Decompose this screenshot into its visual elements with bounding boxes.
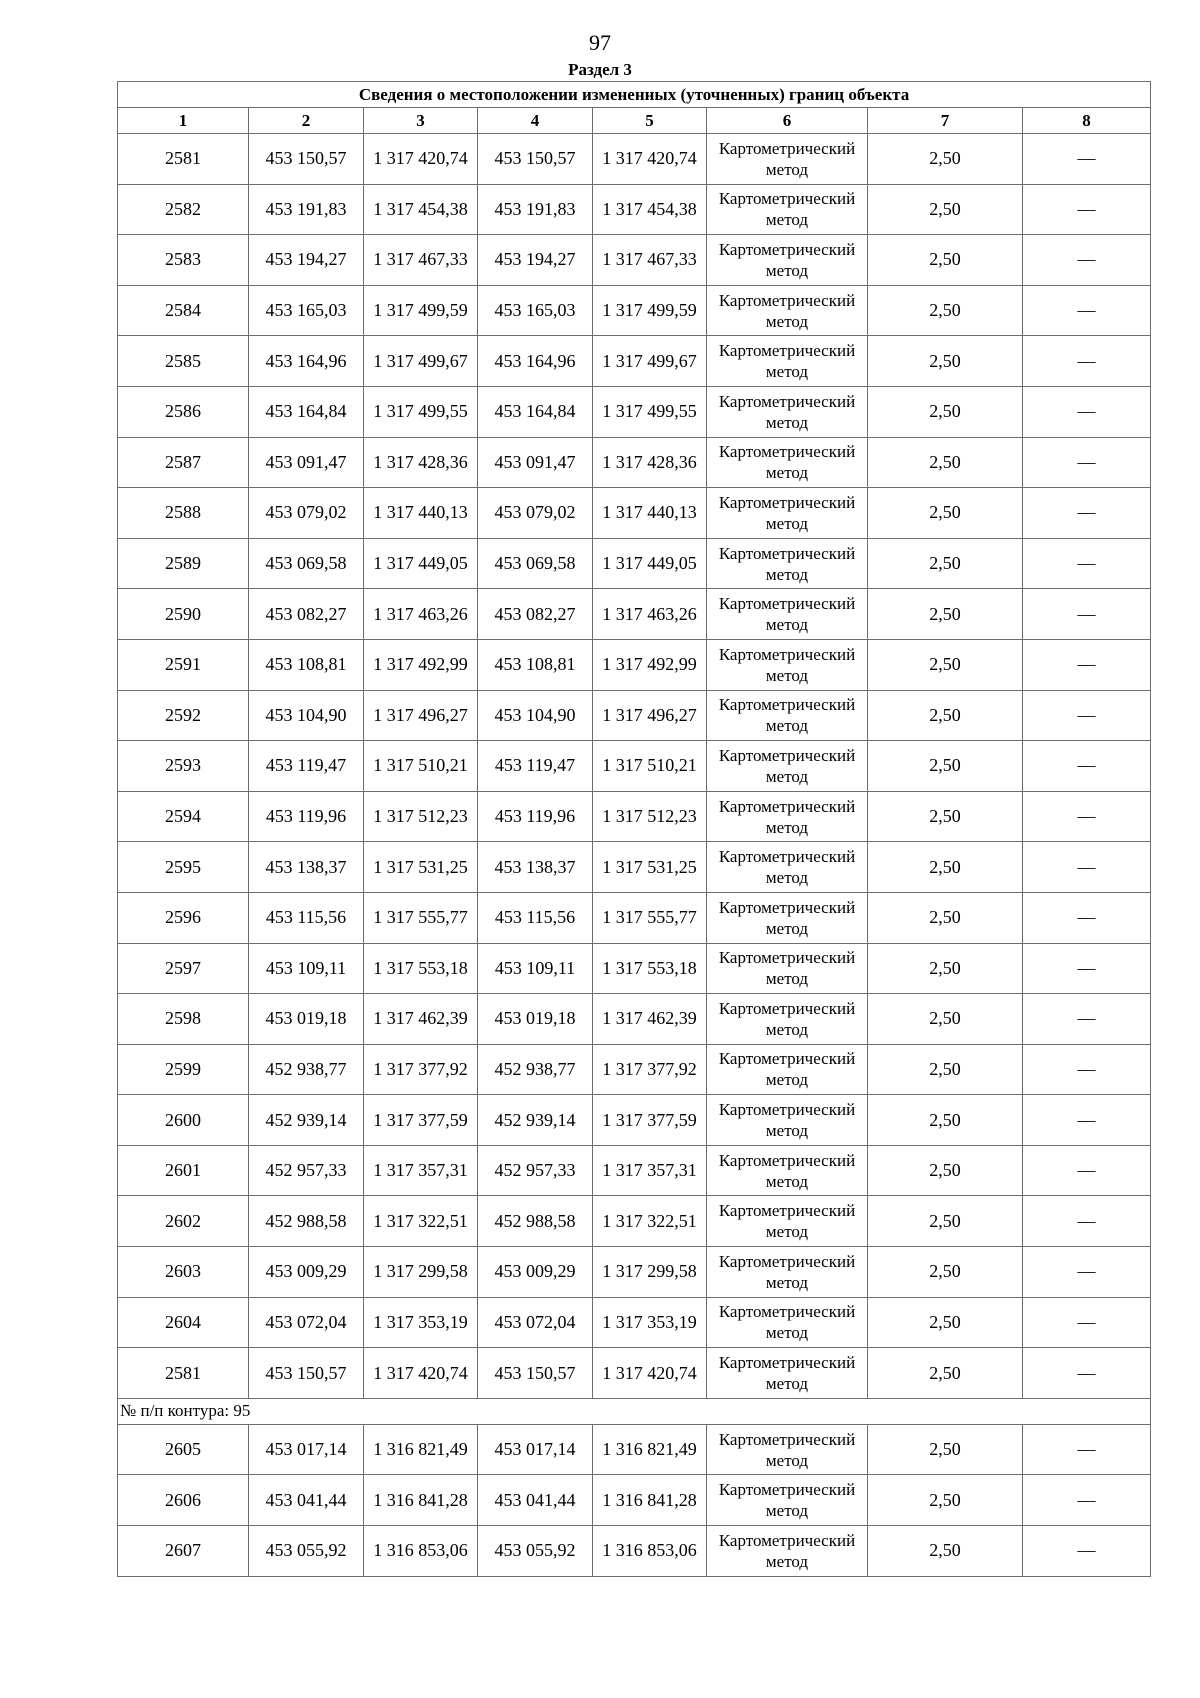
y-new-cell: 1 317 531,25 bbox=[593, 842, 707, 893]
column-number: 8 bbox=[1023, 108, 1151, 134]
x-new-cell: 453 072,04 bbox=[478, 1297, 593, 1348]
x-new-cell: 453 165,03 bbox=[478, 285, 593, 336]
x-new-cell: 453 150,57 bbox=[478, 134, 593, 185]
table-row bbox=[118, 842, 1151, 893]
point-number-cell: 2595 bbox=[118, 842, 249, 893]
description-cell: — bbox=[1023, 134, 1151, 185]
method-cell: Картометрический метод bbox=[707, 1424, 868, 1475]
method-cell: Картометрический метод bbox=[707, 1348, 868, 1399]
column-number-row bbox=[118, 108, 1151, 134]
accuracy-cell: 2,50 bbox=[868, 690, 1023, 741]
x-old-cell: 453 164,84 bbox=[249, 386, 364, 437]
accuracy-cell: 2,50 bbox=[868, 1348, 1023, 1399]
column-number: 6 bbox=[707, 108, 868, 134]
table-row bbox=[118, 589, 1151, 640]
y-new-cell: 1 317 449,05 bbox=[593, 538, 707, 589]
x-old-cell: 453 017,14 bbox=[249, 1424, 364, 1475]
x-old-cell: 453 009,29 bbox=[249, 1247, 364, 1298]
table-row bbox=[118, 1044, 1151, 1095]
x-old-cell: 453 104,90 bbox=[249, 690, 364, 741]
x-new-cell: 453 138,37 bbox=[478, 842, 593, 893]
x-new-cell: 453 108,81 bbox=[478, 639, 593, 690]
point-number-cell: 2582 bbox=[118, 184, 249, 235]
table-row bbox=[118, 285, 1151, 336]
column-number: 2 bbox=[249, 108, 364, 134]
description-cell: — bbox=[1023, 1348, 1151, 1399]
point-number-cell: 2605 bbox=[118, 1424, 249, 1475]
table-row bbox=[118, 488, 1151, 539]
accuracy-cell: 2,50 bbox=[868, 943, 1023, 994]
y-new-cell: 1 317 496,27 bbox=[593, 690, 707, 741]
point-number-cell: 2600 bbox=[118, 1095, 249, 1146]
method-cell: Картометрический метод bbox=[707, 1145, 868, 1196]
x-old-cell: 453 164,96 bbox=[249, 336, 364, 387]
y-new-cell: 1 317 440,13 bbox=[593, 488, 707, 539]
contour-label: № п/п контура: 95 bbox=[118, 1398, 1151, 1424]
y-new-cell: 1 317 499,59 bbox=[593, 285, 707, 336]
point-number-cell: 2586 bbox=[118, 386, 249, 437]
y-new-cell: 1 316 841,28 bbox=[593, 1475, 707, 1526]
y-new-cell: 1 317 428,36 bbox=[593, 437, 707, 488]
table-row bbox=[118, 690, 1151, 741]
y-new-cell: 1 317 492,99 bbox=[593, 639, 707, 690]
x-old-cell: 453 055,92 bbox=[249, 1526, 364, 1577]
table-row bbox=[118, 1196, 1151, 1247]
accuracy-cell: 2,50 bbox=[868, 1247, 1023, 1298]
x-old-cell: 453 150,57 bbox=[249, 134, 364, 185]
point-number-cell: 2602 bbox=[118, 1196, 249, 1247]
description-cell: — bbox=[1023, 1297, 1151, 1348]
method-cell: Картометрический метод bbox=[707, 386, 868, 437]
y-old-cell: 1 316 841,28 bbox=[364, 1475, 478, 1526]
y-old-cell: 1 317 357,31 bbox=[364, 1145, 478, 1196]
y-old-cell: 1 317 462,39 bbox=[364, 994, 478, 1045]
accuracy-cell: 2,50 bbox=[868, 791, 1023, 842]
y-new-cell: 1 317 454,38 bbox=[593, 184, 707, 235]
accuracy-cell: 2,50 bbox=[868, 842, 1023, 893]
x-new-cell: 453 019,18 bbox=[478, 994, 593, 1045]
method-cell: Картометрический метод bbox=[707, 184, 868, 235]
x-old-cell: 453 082,27 bbox=[249, 589, 364, 640]
point-number-cell: 2598 bbox=[118, 994, 249, 1045]
accuracy-cell: 2,50 bbox=[868, 1424, 1023, 1475]
x-new-cell: 453 082,27 bbox=[478, 589, 593, 640]
point-number-cell: 2603 bbox=[118, 1247, 249, 1298]
y-old-cell: 1 317 420,74 bbox=[364, 1348, 478, 1399]
x-old-cell: 453 194,27 bbox=[249, 235, 364, 286]
contour-row bbox=[118, 1398, 1151, 1424]
y-old-cell: 1 317 531,25 bbox=[364, 842, 478, 893]
y-old-cell: 1 316 853,06 bbox=[364, 1526, 478, 1577]
table-row bbox=[118, 1095, 1151, 1146]
table-row bbox=[118, 235, 1151, 286]
point-number-cell: 2585 bbox=[118, 336, 249, 387]
x-new-cell: 453 150,57 bbox=[478, 1348, 593, 1399]
table-row bbox=[118, 741, 1151, 792]
accuracy-cell: 2,50 bbox=[868, 994, 1023, 1045]
method-cell: Картометрический метод bbox=[707, 538, 868, 589]
y-new-cell: 1 317 512,23 bbox=[593, 791, 707, 842]
x-new-cell: 453 017,14 bbox=[478, 1424, 593, 1475]
table-row bbox=[118, 1247, 1151, 1298]
x-old-cell: 452 938,77 bbox=[249, 1044, 364, 1095]
point-number-cell: 2601 bbox=[118, 1145, 249, 1196]
method-cell: Картометрический метод bbox=[707, 235, 868, 286]
description-cell: — bbox=[1023, 639, 1151, 690]
y-new-cell: 1 317 377,92 bbox=[593, 1044, 707, 1095]
point-number-cell: 2581 bbox=[118, 134, 249, 185]
point-number-cell: 2583 bbox=[118, 235, 249, 286]
x-old-cell: 453 119,47 bbox=[249, 741, 364, 792]
point-number-cell: 2589 bbox=[118, 538, 249, 589]
y-old-cell: 1 317 322,51 bbox=[364, 1196, 478, 1247]
method-cell: Картометрический метод bbox=[707, 1044, 868, 1095]
table-row bbox=[118, 1526, 1151, 1577]
description-cell: — bbox=[1023, 437, 1151, 488]
point-number-cell: 2590 bbox=[118, 589, 249, 640]
x-new-cell: 453 069,58 bbox=[478, 538, 593, 589]
description-cell: — bbox=[1023, 336, 1151, 387]
description-cell: — bbox=[1023, 690, 1151, 741]
x-old-cell: 453 138,37 bbox=[249, 842, 364, 893]
description-cell: — bbox=[1023, 994, 1151, 1045]
point-number-cell: 2587 bbox=[118, 437, 249, 488]
accuracy-cell: 2,50 bbox=[868, 741, 1023, 792]
description-cell: — bbox=[1023, 386, 1151, 437]
method-cell: Картометрический метод bbox=[707, 741, 868, 792]
y-old-cell: 1 317 454,38 bbox=[364, 184, 478, 235]
x-new-cell: 453 009,29 bbox=[478, 1247, 593, 1298]
x-new-cell: 453 164,84 bbox=[478, 386, 593, 437]
table-caption: Сведения о местоположении измененных (уточненных) границ объекта bbox=[118, 82, 1151, 108]
x-old-cell: 453 109,11 bbox=[249, 943, 364, 994]
accuracy-cell: 2,50 bbox=[868, 235, 1023, 286]
method-cell: Картометрический метод bbox=[707, 1297, 868, 1348]
x-old-cell: 453 072,04 bbox=[249, 1297, 364, 1348]
y-old-cell: 1 317 492,99 bbox=[364, 639, 478, 690]
y-old-cell: 1 317 555,77 bbox=[364, 892, 478, 943]
point-number-cell: 2593 bbox=[118, 741, 249, 792]
description-cell: — bbox=[1023, 791, 1151, 842]
y-old-cell: 1 317 499,55 bbox=[364, 386, 478, 437]
accuracy-cell: 2,50 bbox=[868, 1297, 1023, 1348]
y-old-cell: 1 317 377,92 bbox=[364, 1044, 478, 1095]
table-row bbox=[118, 892, 1151, 943]
method-cell: Картометрический метод bbox=[707, 791, 868, 842]
x-new-cell: 453 041,44 bbox=[478, 1475, 593, 1526]
point-number-cell: 2606 bbox=[118, 1475, 249, 1526]
description-cell: — bbox=[1023, 235, 1151, 286]
y-new-cell: 1 317 299,58 bbox=[593, 1247, 707, 1298]
accuracy-cell: 2,50 bbox=[868, 538, 1023, 589]
accuracy-cell: 2,50 bbox=[868, 589, 1023, 640]
y-new-cell: 1 317 555,77 bbox=[593, 892, 707, 943]
y-old-cell: 1 317 420,74 bbox=[364, 134, 478, 185]
point-number-cell: 2597 bbox=[118, 943, 249, 994]
method-cell: Картометрический метод bbox=[707, 1475, 868, 1526]
table-row bbox=[118, 1424, 1151, 1475]
method-cell: Картометрический метод bbox=[707, 285, 868, 336]
point-number-cell: 2599 bbox=[118, 1044, 249, 1095]
table-row bbox=[118, 791, 1151, 842]
description-cell: — bbox=[1023, 1095, 1151, 1146]
x-new-cell: 453 079,02 bbox=[478, 488, 593, 539]
point-number-cell: 2592 bbox=[118, 690, 249, 741]
y-new-cell: 1 317 553,18 bbox=[593, 943, 707, 994]
y-new-cell: 1 317 322,51 bbox=[593, 1196, 707, 1247]
accuracy-cell: 2,50 bbox=[868, 639, 1023, 690]
point-number-cell: 2607 bbox=[118, 1526, 249, 1577]
x-old-cell: 452 988,58 bbox=[249, 1196, 364, 1247]
accuracy-cell: 2,50 bbox=[868, 184, 1023, 235]
description-cell: — bbox=[1023, 1526, 1151, 1577]
accuracy-cell: 2,50 bbox=[868, 1526, 1023, 1577]
description-cell: — bbox=[1023, 1145, 1151, 1196]
method-cell: Картометрический метод bbox=[707, 1526, 868, 1577]
y-old-cell: 1 317 299,58 bbox=[364, 1247, 478, 1298]
method-cell: Картометрический метод bbox=[707, 134, 868, 185]
description-cell: — bbox=[1023, 589, 1151, 640]
table-row bbox=[118, 994, 1151, 1045]
x-old-cell: 453 019,18 bbox=[249, 994, 364, 1045]
y-new-cell: 1 316 821,49 bbox=[593, 1424, 707, 1475]
y-new-cell: 1 317 463,26 bbox=[593, 589, 707, 640]
y-old-cell: 1 317 467,33 bbox=[364, 235, 478, 286]
page-number: 97 bbox=[589, 30, 611, 55]
table-row bbox=[118, 1475, 1151, 1526]
x-new-cell: 453 091,47 bbox=[478, 437, 593, 488]
method-cell: Картометрический метод bbox=[707, 639, 868, 690]
y-old-cell: 1 317 463,26 bbox=[364, 589, 478, 640]
description-cell: — bbox=[1023, 285, 1151, 336]
description-cell: — bbox=[1023, 538, 1151, 589]
accuracy-cell: 2,50 bbox=[868, 336, 1023, 387]
x-old-cell: 453 191,83 bbox=[249, 184, 364, 235]
point-number-cell: 2584 bbox=[118, 285, 249, 336]
y-old-cell: 1 317 510,21 bbox=[364, 741, 478, 792]
accuracy-cell: 2,50 bbox=[868, 1095, 1023, 1146]
x-old-cell: 453 079,02 bbox=[249, 488, 364, 539]
y-old-cell: 1 317 512,23 bbox=[364, 791, 478, 842]
x-new-cell: 452 938,77 bbox=[478, 1044, 593, 1095]
x-old-cell: 453 150,57 bbox=[249, 1348, 364, 1399]
description-cell: — bbox=[1023, 892, 1151, 943]
x-new-cell: 453 194,27 bbox=[478, 235, 593, 286]
table-row bbox=[118, 1348, 1151, 1399]
x-old-cell: 453 119,96 bbox=[249, 791, 364, 842]
accuracy-cell: 2,50 bbox=[868, 134, 1023, 185]
y-new-cell: 1 317 353,19 bbox=[593, 1297, 707, 1348]
point-number-cell: 2591 bbox=[118, 639, 249, 690]
description-cell: — bbox=[1023, 1196, 1151, 1247]
description-cell: — bbox=[1023, 488, 1151, 539]
y-old-cell: 1 316 821,49 bbox=[364, 1424, 478, 1475]
table-row bbox=[118, 336, 1151, 387]
method-cell: Картометрический метод bbox=[707, 690, 868, 741]
x-new-cell: 453 104,90 bbox=[478, 690, 593, 741]
accuracy-cell: 2,50 bbox=[868, 437, 1023, 488]
method-cell: Картометрический метод bbox=[707, 842, 868, 893]
method-cell: Картометрический метод bbox=[707, 336, 868, 387]
x-old-cell: 453 069,58 bbox=[249, 538, 364, 589]
x-new-cell: 453 164,96 bbox=[478, 336, 593, 387]
x-new-cell: 453 119,96 bbox=[478, 791, 593, 842]
description-cell: — bbox=[1023, 1475, 1151, 1526]
column-number: 7 bbox=[868, 108, 1023, 134]
description-cell: — bbox=[1023, 184, 1151, 235]
method-cell: Картометрический метод bbox=[707, 1095, 868, 1146]
accuracy-cell: 2,50 bbox=[868, 386, 1023, 437]
y-old-cell: 1 317 353,19 bbox=[364, 1297, 478, 1348]
table-row bbox=[118, 134, 1151, 185]
method-cell: Картометрический метод bbox=[707, 892, 868, 943]
accuracy-cell: 2,50 bbox=[868, 1196, 1023, 1247]
method-cell: Картометрический метод bbox=[707, 589, 868, 640]
x-new-cell: 453 115,56 bbox=[478, 892, 593, 943]
column-number: 1 bbox=[118, 108, 249, 134]
y-old-cell: 1 317 496,27 bbox=[364, 690, 478, 741]
table-row bbox=[118, 184, 1151, 235]
point-number-cell: 2581 bbox=[118, 1348, 249, 1399]
table-row bbox=[118, 1297, 1151, 1348]
y-new-cell: 1 317 462,39 bbox=[593, 994, 707, 1045]
accuracy-cell: 2,50 bbox=[868, 488, 1023, 539]
accuracy-cell: 2,50 bbox=[868, 1145, 1023, 1196]
accuracy-cell: 2,50 bbox=[868, 1475, 1023, 1526]
x-old-cell: 453 165,03 bbox=[249, 285, 364, 336]
description-cell: — bbox=[1023, 1044, 1151, 1095]
description-cell: — bbox=[1023, 1424, 1151, 1475]
description-cell: — bbox=[1023, 943, 1151, 994]
point-number-cell: 2594 bbox=[118, 791, 249, 842]
table-row bbox=[118, 639, 1151, 690]
y-new-cell: 1 317 357,31 bbox=[593, 1145, 707, 1196]
table-row bbox=[118, 538, 1151, 589]
description-cell: — bbox=[1023, 842, 1151, 893]
y-new-cell: 1 317 377,59 bbox=[593, 1095, 707, 1146]
x-old-cell: 452 939,14 bbox=[249, 1095, 364, 1146]
accuracy-cell: 2,50 bbox=[868, 1044, 1023, 1095]
point-number-cell: 2596 bbox=[118, 892, 249, 943]
y-new-cell: 1 317 467,33 bbox=[593, 235, 707, 286]
method-cell: Картометрический метод bbox=[707, 1247, 868, 1298]
x-old-cell: 453 115,56 bbox=[249, 892, 364, 943]
point-number-cell: 2604 bbox=[118, 1297, 249, 1348]
y-old-cell: 1 317 428,36 bbox=[364, 437, 478, 488]
column-number: 5 bbox=[593, 108, 707, 134]
table-row bbox=[118, 943, 1151, 994]
column-number: 4 bbox=[478, 108, 593, 134]
y-old-cell: 1 317 553,18 bbox=[364, 943, 478, 994]
point-number-cell: 2588 bbox=[118, 488, 249, 539]
x-old-cell: 453 108,81 bbox=[249, 639, 364, 690]
method-cell: Картометрический метод bbox=[707, 994, 868, 1045]
method-cell: Картометрический метод bbox=[707, 1196, 868, 1247]
section-title: Раздел 3 bbox=[568, 60, 632, 79]
x-new-cell: 453 119,47 bbox=[478, 741, 593, 792]
x-new-cell: 452 988,58 bbox=[478, 1196, 593, 1247]
accuracy-cell: 2,50 bbox=[868, 892, 1023, 943]
method-cell: Картометрический метод bbox=[707, 488, 868, 539]
y-new-cell: 1 316 853,06 bbox=[593, 1526, 707, 1577]
y-old-cell: 1 317 449,05 bbox=[364, 538, 478, 589]
y-new-cell: 1 317 420,74 bbox=[593, 134, 707, 185]
x-new-cell: 453 109,11 bbox=[478, 943, 593, 994]
method-cell: Картометрический метод bbox=[707, 943, 868, 994]
accuracy-cell: 2,50 bbox=[868, 285, 1023, 336]
y-old-cell: 1 317 377,59 bbox=[364, 1095, 478, 1146]
x-new-cell: 453 055,92 bbox=[478, 1526, 593, 1577]
boundary-coordinates-table bbox=[117, 81, 1151, 1577]
y-old-cell: 1 317 499,67 bbox=[364, 336, 478, 387]
y-new-cell: 1 317 420,74 bbox=[593, 1348, 707, 1399]
x-new-cell: 452 939,14 bbox=[478, 1095, 593, 1146]
x-new-cell: 453 191,83 bbox=[478, 184, 593, 235]
y-new-cell: 1 317 499,67 bbox=[593, 336, 707, 387]
description-cell: — bbox=[1023, 1247, 1151, 1298]
description-cell: — bbox=[1023, 741, 1151, 792]
table-row bbox=[118, 437, 1151, 488]
x-new-cell: 452 957,33 bbox=[478, 1145, 593, 1196]
y-old-cell: 1 317 440,13 bbox=[364, 488, 478, 539]
x-old-cell: 453 041,44 bbox=[249, 1475, 364, 1526]
table-body bbox=[118, 134, 1151, 1577]
column-number: 3 bbox=[364, 108, 478, 134]
y-new-cell: 1 317 510,21 bbox=[593, 741, 707, 792]
x-old-cell: 453 091,47 bbox=[249, 437, 364, 488]
y-old-cell: 1 317 499,59 bbox=[364, 285, 478, 336]
method-cell: Картометрический метод bbox=[707, 437, 868, 488]
table-row bbox=[118, 1145, 1151, 1196]
y-new-cell: 1 317 499,55 bbox=[593, 386, 707, 437]
table-row bbox=[118, 386, 1151, 437]
x-old-cell: 452 957,33 bbox=[249, 1145, 364, 1196]
